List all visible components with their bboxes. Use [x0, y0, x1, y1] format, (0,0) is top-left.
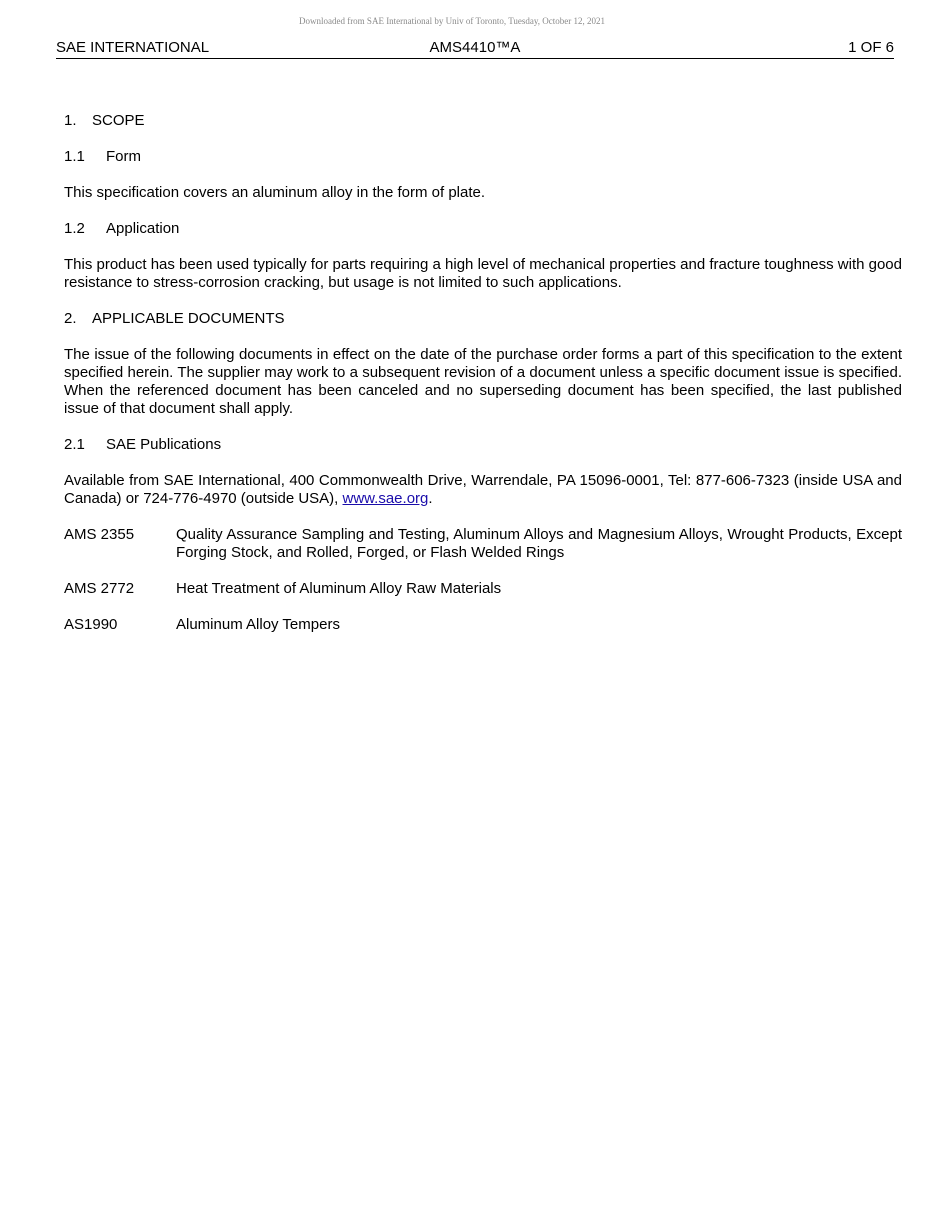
reference-title: Heat Treatment of Aluminum Alloy Raw Materials — [176, 580, 502, 597]
section-number: 1.1 — [64, 148, 85, 165]
section-title: APPLICABLE DOCUMENTS — [92, 310, 285, 327]
section-title: SCOPE — [92, 112, 145, 129]
reference-item — [64, 616, 902, 634]
section-2-heading — [64, 310, 902, 328]
section-title: Form — [106, 148, 141, 165]
section-title: SAE Publications — [106, 436, 222, 453]
sae-website-link[interactable]: www.sae.org — [342, 490, 429, 507]
page-header — [56, 38, 894, 59]
reference-code: AMS 2772 — [64, 580, 135, 597]
section-1-1-heading — [64, 148, 902, 166]
section-title: Application — [106, 220, 180, 237]
reference-title: Aluminum Alloy Tempers — [176, 616, 340, 633]
header-page-number: 1 OF 6 — [848, 39, 894, 56]
section-1-2-body: This product has been used typically for parts requiring a high level of mechanical properties and fracture toughness with good resistance to stress-corrosion cracking, but usage is not limited to such applications. — [64, 256, 902, 291]
reference-title: Quality Assurance Sampling and Testing, Aluminum Alloys and Magnesium Alloys, Wrought Products, Except Forging Stock, and Rolled, Forged, or Flash Welded Rings — [176, 526, 902, 561]
download-watermark: Downloaded from SAE International by Univ of Toronto, Tuesday, October 12, 2021 — [298, 16, 606, 26]
header-document-id: AMS4410™A — [429, 39, 521, 56]
section-number: 1.2 — [64, 220, 85, 237]
section-number: 1. — [64, 112, 77, 129]
reference-code: AS1990 — [64, 616, 118, 633]
section-2-1-text: Available from SAE International, 400 Commonwealth Drive, Warrendale, PA 15096-0001, Tel: 877-606-7323 (inside USA and Canada) or 724-776-4970 (outside USA), — [64, 472, 902, 507]
section-2-1-heading — [64, 436, 902, 454]
section-1-1-body: This specification covers an aluminum alloy in the form of plate. — [64, 184, 486, 201]
document-body — [64, 112, 902, 652]
section-2-1-body — [64, 472, 902, 508]
section-number: 2.1 — [64, 436, 85, 453]
header-organization: SAE INTERNATIONAL — [56, 39, 210, 56]
section-2-1-text-end: . — [428, 490, 433, 507]
reference-code: AMS 2355 — [64, 526, 135, 543]
section-number: 2. — [64, 310, 77, 327]
reference-item — [64, 580, 902, 598]
section-1-2-heading — [64, 220, 902, 238]
section-1-heading — [64, 112, 902, 130]
reference-item — [64, 526, 902, 562]
section-2-body: The issue of the following documents in effect on the date of the purchase order forms a part of this specification to the extent specified herein. The supplier may work to a subsequent revision of a document unless a specific document issue is specified. When the referenced document has been canceled and no superseding document has been specified, the last published issue of that document shall apply. — [64, 346, 902, 417]
